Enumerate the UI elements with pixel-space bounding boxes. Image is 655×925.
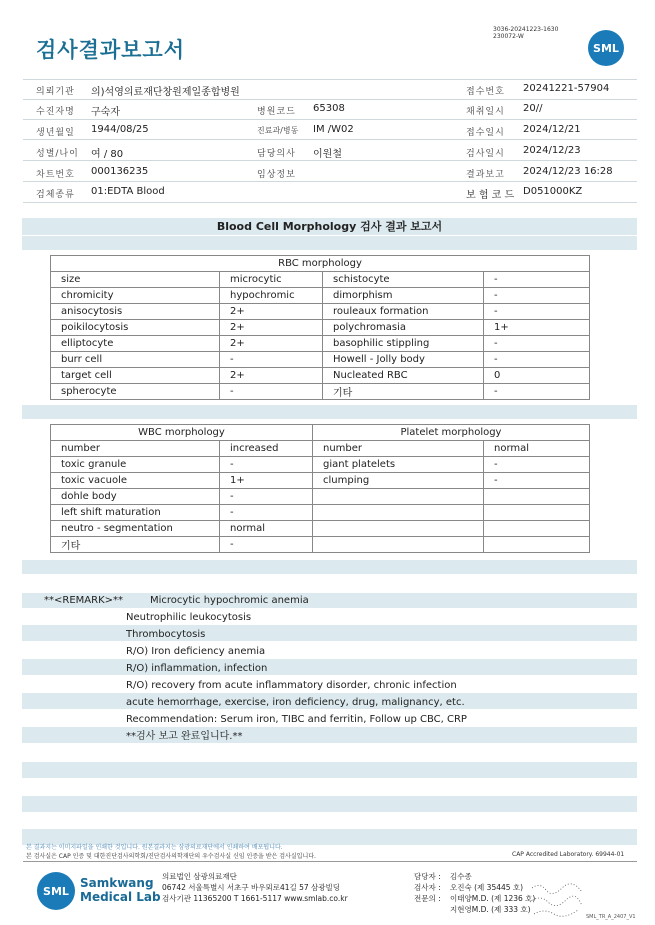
remark-line: Thrombocytosis bbox=[126, 629, 206, 640]
divider bbox=[23, 139, 637, 140]
footer-divider bbox=[23, 861, 637, 862]
divider bbox=[23, 202, 637, 203]
table-row: toxic vacuole 1+ clumping - bbox=[51, 473, 590, 489]
table-row: size microcytic schistocyte - bbox=[51, 272, 590, 288]
info-label: 접수번호 bbox=[466, 87, 505, 97]
hospital-code-value: 65308 bbox=[313, 103, 345, 114]
birthdate-value: 1944/08/25 bbox=[91, 124, 149, 135]
wbc-header: WBC morphology bbox=[51, 425, 313, 441]
info-label: 의뢰기관 bbox=[36, 87, 75, 97]
section-title: Blood Cell Morphology 검사 결과 보고서 bbox=[22, 218, 637, 235]
report-date-value: 2024/12/23 16:28 bbox=[523, 166, 613, 177]
info-label: 검사일시 bbox=[466, 149, 505, 159]
info-label: 결과보고 bbox=[466, 170, 505, 180]
table-row: burr cell - Howell - Jolly body - bbox=[51, 352, 590, 368]
department-value: IM /W02 bbox=[313, 124, 354, 135]
divider bbox=[23, 181, 637, 182]
cap-accreditation: CAP Accredited Laboratory. 69944-01 bbox=[512, 851, 625, 858]
receipt-number-value: 20241221-57904 bbox=[523, 83, 610, 94]
divider bbox=[23, 160, 637, 161]
remark-line: R/O) recovery from acute inflammatory disorder, chronic infection bbox=[126, 680, 457, 691]
company-address: 의료법인 삼광의료재단 06742 서울특별시 서초구 바우뫼로41길 57 삼광빌딩 검사기관 11365200 T 1661-5117 www.smlab.co.kr bbox=[162, 872, 348, 903]
table-row: number increased number normal bbox=[51, 441, 590, 457]
stripe bbox=[22, 659, 637, 675]
info-label: 생년월일 bbox=[36, 128, 75, 138]
staff-values: 김수종 오진숙 (제 35445 호) 이태양M.D. (제 1236 호) 지현영M.D. (제 333 호) bbox=[450, 872, 536, 914]
table-row: left shift maturation - bbox=[51, 505, 590, 521]
info-label: 수진자명 bbox=[36, 107, 75, 117]
table-row: chromicity hypochromic dimorphism - bbox=[51, 288, 590, 304]
test-date-value: 2024/12/23 bbox=[523, 145, 581, 156]
remark-line: R/O) Iron deficiency anemia bbox=[126, 646, 266, 657]
insurance-code-value: D051000KZ bbox=[523, 186, 583, 197]
receipt-date-value: 2024/12/21 bbox=[523, 124, 581, 135]
table-row: dohle body - bbox=[51, 489, 590, 505]
wbc-platelet-table bbox=[50, 424, 590, 553]
stripe bbox=[22, 560, 637, 574]
sml-logo-icon: SML bbox=[588, 30, 624, 66]
stripe bbox=[22, 625, 637, 641]
table-row: elliptocyte 2+ basophilic stippling - bbox=[51, 336, 590, 352]
institution-value: 의)석영의료재단창원제일종합병원 bbox=[91, 87, 240, 98]
info-label: 채취일시 bbox=[466, 107, 505, 117]
signature-icon bbox=[528, 880, 588, 920]
rbc-header: RBC morphology bbox=[51, 256, 590, 272]
table-row: poikilocytosis 2+ polychromasia 1+ bbox=[51, 320, 590, 336]
table-row: toxic granule - giant platelets - bbox=[51, 457, 590, 473]
remark-label: **<REMARK>** bbox=[44, 595, 123, 606]
rbc-morphology-table bbox=[50, 255, 590, 400]
patient-name-value: 구숙자 bbox=[91, 107, 120, 118]
table-row: neutro - segmentation normal bbox=[51, 521, 590, 537]
divider bbox=[23, 119, 637, 120]
divider bbox=[23, 79, 637, 80]
form-code: SML_TR_A_2407_V1 bbox=[586, 914, 636, 920]
info-label: 성별/나이 bbox=[36, 149, 79, 159]
footnote-image-notice: 본 결과지는 이미지파일을 인쇄한 것입니다. 원본결과지는 삼광의료재단에서 인쇄하여 배포됩니다. bbox=[26, 844, 283, 851]
info-label: 접수일시 bbox=[466, 128, 505, 138]
document-code: 3036-20241223-1630 230072-W bbox=[493, 26, 559, 40]
info-label: 검체종류 bbox=[36, 190, 75, 200]
platelet-header: Platelet morphology bbox=[313, 425, 590, 441]
stripe bbox=[22, 796, 637, 812]
stripe bbox=[22, 727, 637, 743]
remark-line: Recommendation: Serum iron, TIBC and ferritin, Follow up CBC, CRP bbox=[126, 714, 467, 725]
info-label: 병원코드 bbox=[257, 107, 296, 117]
remark-line: Neutrophilic leukocytosis bbox=[126, 612, 252, 623]
stripe bbox=[22, 762, 637, 778]
sml-footer-logo-icon: SML bbox=[37, 872, 75, 910]
info-label: 보 험 코 드 bbox=[466, 190, 515, 201]
remark-line: acute hemorrhage, exercise, iron deficiency, drug, malignancy, etc. bbox=[126, 697, 465, 708]
doctor-value: 이원철 bbox=[313, 149, 342, 160]
table-row: 기타 - bbox=[51, 537, 590, 553]
info-label: 차트번호 bbox=[36, 170, 75, 180]
staff-labels: 담당자 : 검사자 : 전문의 : bbox=[414, 872, 441, 903]
remark-line: R/O) inflammation, infection bbox=[126, 663, 268, 674]
collection-date-value: 20// bbox=[523, 103, 543, 114]
remark-line: Microcytic hypochromic anemia bbox=[150, 595, 309, 606]
specimen-type-value: 01:EDTA Blood bbox=[91, 186, 165, 197]
report-title-korean: 검사결과보고서 bbox=[36, 38, 186, 62]
divider bbox=[23, 99, 637, 100]
chart-number-value: 000136235 bbox=[91, 166, 149, 177]
table-row: anisocytosis 2+ rouleaux formation - bbox=[51, 304, 590, 320]
footnote-accreditation: 본 검사실은 CAP 인증 및 대한진단검사의학회/진단검사의학재단의 우수검사실 신임 인증을 받은 검사실입니다. bbox=[26, 853, 316, 860]
stripe bbox=[22, 236, 637, 250]
remark-line: **검사 보고 완료입니다.** bbox=[126, 731, 243, 742]
info-label: 임상정보 bbox=[257, 170, 296, 180]
stripe bbox=[22, 405, 637, 419]
info-label: 진료과/병동 bbox=[257, 126, 299, 135]
info-label: 담당의사 bbox=[257, 149, 296, 159]
sex-age-value: 여 / 80 bbox=[91, 149, 124, 160]
table-row: spherocyte - 기타 - bbox=[51, 384, 590, 400]
company-name: Samkwang Medical Lab bbox=[80, 876, 161, 904]
table-row: target cell 2+ Nucleated RBC 0 bbox=[51, 368, 590, 384]
